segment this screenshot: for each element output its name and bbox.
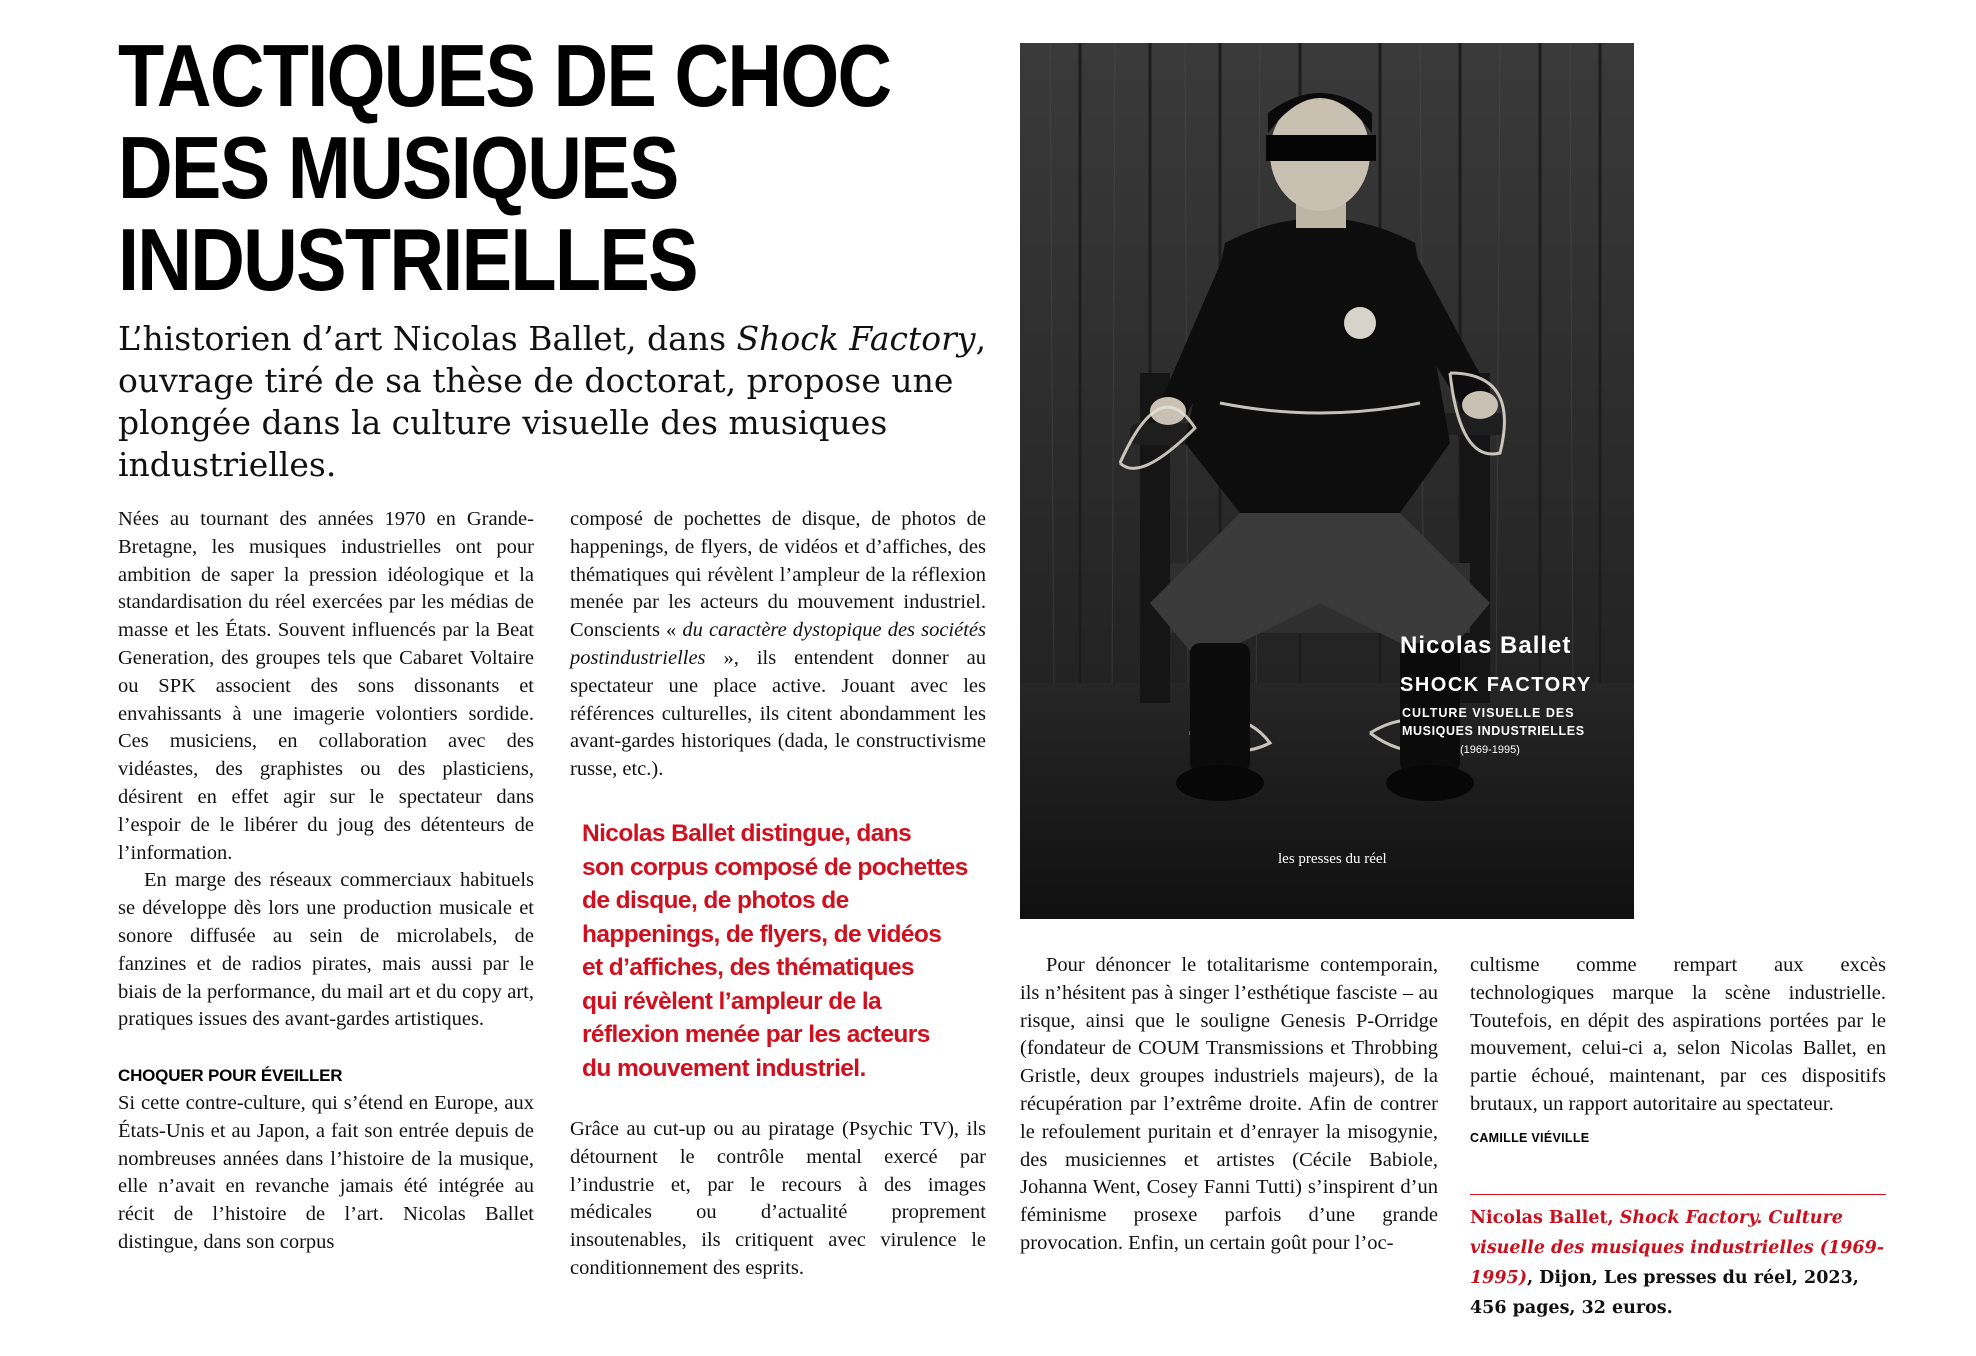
article-title [118, 26, 892, 309]
pullquote-line-6: qui révèlent l’ampleur de la [582, 987, 882, 1015]
reference-details: , Dijon, Les presses du réel, 2023, 456 pages, 32 euros. [1470, 1268, 1859, 1318]
standfirst-after: , ouvrage tiré de sa thèse de doctorat, propose une plongée dans la culture visuelle des musiques industrielles. [118, 319, 987, 484]
col2-paragraph-1 [570, 506, 986, 784]
col1-paragraph-1: Nées au tournant des années 1970 en Grande-Bretagne, les musiques industrielles ont pour ambition de saper la pression idéologique et la standardisation du réel exercées par les médias de masse et les États. Souvent influencés par la Beat Generation, des groupes tels que Cabaret Voltaire ou SPK associent des sons dissonants et envahissants à une imagerie volontiers sordide. Ces musiciens, en collaboration avec des vidéastes, des graphistes ou des plasticiens, désirent en effet agir sur le spectateur dans l’espoir de le libérer du joug des détenteurs de l’information. [118, 508, 534, 864]
standfirst [118, 318, 998, 486]
reference-divider [1470, 1194, 1886, 1195]
col4-paragraph-1: cultisme comme rempart aux excès technologiques marque la scène industrielle. Toutefois, en dépit des aspirations portées par le mouvement, celui-ci a, selon Nicolas Ballet, en partie échoué, maintenant, par ces dispositifs brutaux, un rapport autoritaire au spectateur. [1470, 954, 1886, 1115]
cover-author: Nicolas Ballet [1400, 632, 1572, 659]
pullquote-line-8: du mouvement industriel. [582, 1054, 866, 1082]
pullquote-line-5: et d’affiches, des thématiques [582, 954, 914, 981]
title-line-2: DES MUSIQUES [118, 118, 678, 217]
col2-paragraph-2: Grâce au cut-up ou au piratage (Psychic TV), ils détournent le contrôle mental exercé par l’industrie et, par le recours à des images médicales ou d’actualité proprement insoutenables, ils critiquent avec virulence le conditionnement des esprits. [570, 1118, 986, 1279]
pullquote-line-4: happenings, de flyers, de vidéos [582, 920, 942, 948]
column-2-top [570, 506, 986, 784]
pull-quote [582, 817, 972, 1085]
pullquote-line-1: Nicolas Ballet distingue, dans [582, 820, 912, 847]
reference-author: Nicolas Ballet, [1470, 1208, 1620, 1228]
author-signature: CAMILLE VIÉVILLE [1470, 1130, 1590, 1145]
cover-title: SHOCK FACTORY [1400, 674, 1592, 696]
col2-p1-before: composé de pochettes de disque, de photos de happenings, de flyers, de vidéos et d’affiches, des thématiques qui révèlent l’ampleur de la réflexion menée par les acteurs du mouvement industriel. Conscients « [570, 508, 986, 642]
cover-subtitle-2: MUSIQUES INDUSTRIELLES [1402, 724, 1585, 738]
cover-photo-illustration [1020, 43, 1634, 919]
col2-p1-after: », ils entendent donner au spectateur une place active. Jouant avec les références culturelles, ils citent abondamment les avant-gardes historiques (dada, le constructivisme russe, etc.). [570, 646, 986, 781]
cover-subtitle-1: CULTURE VISUELLE DES [1402, 706, 1575, 720]
cover-publisher: les presses du réel [1278, 851, 1387, 867]
cover-years: (1969-1995) [1460, 744, 1520, 756]
column-3 [1020, 952, 1438, 1258]
title-line-1: TACTIQUES DE CHOC [118, 26, 891, 125]
column-2-bottom [570, 1116, 986, 1283]
pullquote-line-2: son corpus composé de pochettes [582, 853, 968, 881]
book-reference [1470, 1203, 1886, 1323]
column-1 [118, 506, 534, 1257]
pullquote-line-7: réflexion menée par les acteurs [582, 1021, 930, 1048]
standfirst-book-title: Shock Factory [736, 319, 976, 358]
book-cover-image [1020, 43, 1634, 919]
standfirst-before: L’historien d’art Nicolas Ballet, dans [118, 319, 737, 358]
section-subhead: CHOQUER POUR ÉVEILLER [118, 1066, 343, 1086]
pullquote-line-3: de disque, de photos de [582, 887, 849, 914]
reference-title: Shock Factory. Culture visuelle des musiques industrielles (1969-1995) [1470, 1208, 1885, 1288]
title-line-3: INDUSTRIELLES [118, 210, 697, 309]
column-4 [1470, 952, 1886, 1153]
col3-paragraph-1: Pour dénoncer le totalitarisme contemporain, ils n’hésitent pas à singer l’esthétique fasciste – au risque, ainsi que le souligne Genesis P-Orridge (fondateur de COUM Transmissions et Throbbing Gristle, deux groupes industriels majeurs), de la récupération par l’extrême droite. Afin de contrer le refoulement puritain et d’enrayer la misogynie, des musiciennes et artistes (Cécile Babiole, Johanna Went, Cosey Fanni Tutti) s’inspirent d’un féminisme prosexe parfois d’une grande provocation. Enfin, un certain goût pour l’oc- [1020, 954, 1438, 1254]
col1-paragraph-3: Si cette contre-culture, qui s’étend en Europe, aux États-Unis et au Japon, a fait son entrée depuis de nombreuses années dans l’histoire de la musique, elle n’avait en revanche jamais été intégrée au récit de l’histoire de l’art. Nicolas Ballet distingue, dans son corpus [118, 1091, 534, 1253]
col1-paragraph-2: En marge des réseaux commerciaux habituels se développe dès lors une production musicale et sonore diffusée au sein de microlabels, de fanzines et de radios pirates, mais aussi par le biais de la performance, du mail art et du copy art, pratiques issues des avant-gardes artistiques. [118, 869, 534, 1031]
col2-p1-quote: du caractère dystopique des sociétés postindustrielles [570, 619, 986, 669]
